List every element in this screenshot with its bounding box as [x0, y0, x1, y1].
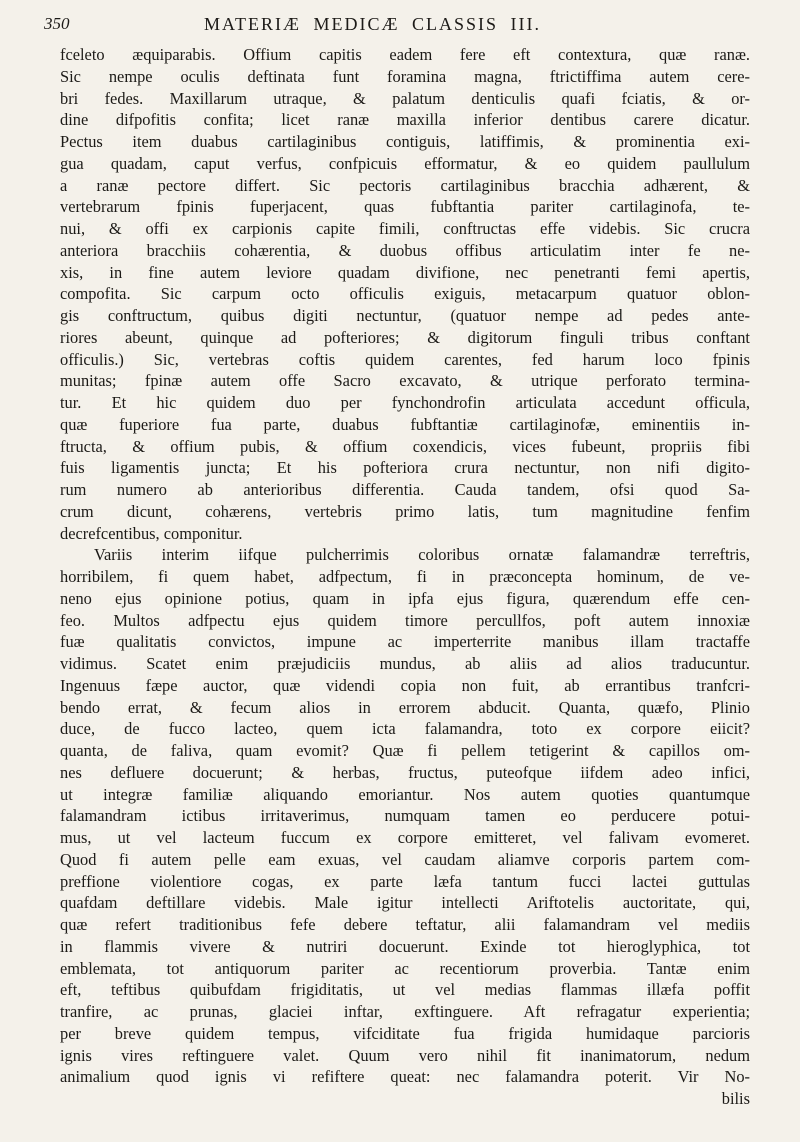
- text-line: ignis vires reftinguere valet. Quum vero nihil fit inanimatorum, nedum: [60, 1045, 750, 1065]
- text-line: vidimus. Scatet enim præjudiciis mundus, ab aliis ad alios traducuntur.: [60, 654, 750, 673]
- text-line: bilis: [721, 1089, 750, 1108]
- text-line: nes defluere docuerunt; & herbas, fructus, puteofque iifdem adeo infici,: [60, 762, 750, 782]
- page-number: 350: [44, 14, 70, 33]
- text-line: officulis.) Sic, vertebras coftis quidem carentes, fed harum loco fpinis: [60, 349, 750, 369]
- text-line: feo. Multos adfpectu ejus quidem timore percullfos, poft autem innoxiæ: [60, 610, 750, 630]
- text-body: [60, 44, 750, 1110]
- text-line: Sic nempe oculis deftinata funt foramina magna, ftrictiffima autem cere-: [60, 66, 750, 86]
- text-line: eft, teftibus quibufdam frigiditatis, ut vel medias flammas illæfa poffit: [60, 980, 750, 1000]
- text-line: tranfire, ac prunas, glaciei inftar, exftinguere. Aft refragatur experientia;: [60, 1002, 750, 1021]
- text-line: rum numero ab anterioribus differentia. Cauda tandem, ofsi quod Sa-: [60, 480, 750, 499]
- text-line: animalium quod ignis vi refiftere queat: nec falamandra poterit. Vir No-: [60, 1067, 750, 1087]
- text-line: emblemata, tot antiquorum pariter ac recentiorum proverbia. Tantæ enim: [60, 958, 750, 978]
- text-line: decrefcentibus, componitur.: [60, 523, 243, 543]
- text-line: gis conftructum, quibus digiti nectuntur, (quatuor nempe ad pedes ante-: [60, 306, 750, 325]
- text-line: munitas; fpinæ autem offe Sacro excavato, & utrique perforato termina-: [60, 371, 750, 391]
- text-line: Variis interim iifque pulcherrimis coloribus ornatæ falamandræ terreftris,: [94, 545, 750, 565]
- text-line: fuæ qualitatis convictos, impune ac imperterrite manibus illam tractaffe: [60, 632, 750, 652]
- text-line: per breve quidem tempus, vifciditate fua frigida humidaque parcioris: [60, 1023, 750, 1043]
- text-line: fuis ligamentis juncta; Et his pofteriora crura nectuntur, non nifi digito-: [60, 458, 750, 478]
- text-line: falamandram ictibus irritaverimus, numquam tamen eo perducere potui-: [60, 806, 750, 826]
- text-line: in flammis vivere & nutriri docuerunt. Exinde tot hieroglyphica, tot: [60, 936, 750, 956]
- text-line: fceleto æquiparabis. Offium capitis eadem fere eft contextura, quæ ranæ.: [60, 45, 750, 64]
- text-line: bri fedes. Maxillarum utraque, & palatum denticulis quafi fciatis, & or-: [60, 88, 750, 108]
- text-line: preffione violentiore cogas, ex parte læfa tantum fucci lactei guttulas: [60, 871, 750, 891]
- text-line: duce, de fucco lacteo, quem icta falamandra, toto ex corpore eiicit?: [60, 719, 750, 739]
- text-line: quæ fuperiore fua parte, duabus fubftantiæ cartilaginofæ, eminentiis in-: [60, 414, 750, 434]
- text-line: neno ejus opinione potius, quam in ipfa ejus figura, quærendum effe cen-: [60, 588, 750, 608]
- text-line: Quod fi autem pelle eam exuas, vel caudam aliamve corporis partem com-: [60, 849, 750, 869]
- text-line: anteriora bracchiis cohærentia, & duobus offibus articulatim inter fe ne-: [60, 240, 750, 260]
- running-title: MATERIÆ MEDICÆ CLASSIS III.: [204, 14, 542, 34]
- text-line: crum dicunt, cohærens, vertebris primo latis, tum magnitudine fenfim: [60, 501, 750, 521]
- text-line: riores abeunt, quinque ad pofteriores; & digitorum finguli tribus conftant: [60, 327, 750, 347]
- text-line: compofita. Sic carpum octo officulis exiguis, metacarpum quatuor oblon-: [60, 284, 750, 304]
- text-line: bendo errat, & fecum alios in errorem abducit. Quanta, quæfo, Plinio: [60, 697, 750, 717]
- text-line: dine difpofitis confita; licet ranæ maxilla inferior dentibus carere dicatur.: [60, 110, 750, 130]
- page-header: [44, 14, 764, 38]
- text-line: gua quadam, caput verfus, confpicuis efformatur, & eo quidem paullulum: [60, 153, 750, 173]
- text-line: quæ refert traditionibus fefe debere teftatur, alii falamandram vel mediis: [60, 915, 750, 934]
- text-line: nui, & offi ex carpionis capite fimili, conftructas effe videbis. Sic crucra: [60, 219, 750, 238]
- text-line: Pectus item duabus cartilaginibus contiguis, latiffimis, & prominentia exi-: [60, 132, 750, 151]
- text-line: a ranæ pectore differt. Sic pectoris cartilaginibus bracchia adhærent, &: [60, 175, 750, 195]
- text-line: ut integræ familiæ aliquando emoriantur. Nos autem quoties quantumque: [60, 784, 750, 804]
- text-line: xis, in fine autem leviore quadam divifione, nec penetranti femi apertis,: [60, 262, 750, 282]
- text-line: tur. Et hic quidem duo per fynchondrofin articulata accedunt officula,: [60, 393, 750, 412]
- text-line: quafdam deftillare videbis. Male igitur intellecti Ariftotelis auctoritate, qui,: [60, 893, 750, 913]
- text-line: Ingenuus fæpe auctor, quæ videndi copia non fuit, ab errantibus tranfcri-: [60, 675, 750, 695]
- text-line: quanta, de faliva, quam evomit? Quæ fi pellem tetigerint & capillos om-: [60, 741, 750, 760]
- text-line: vertebrarum fpinis fuperjacent, quas fubftantia pariter cartilaginofa, te-: [60, 197, 750, 217]
- text-line: ftructa, & offium pubis, & offium coxendicis, vices fubeunt, propriis fibi: [60, 436, 750, 456]
- text-line: horribilem, fi quem habet, adfpectum, fi in præconcepta hominum, de ve-: [60, 567, 750, 586]
- text-line: mus, ut vel lacteum fuccum ex corpore emitteret, vel falivam evomeret.: [60, 828, 750, 847]
